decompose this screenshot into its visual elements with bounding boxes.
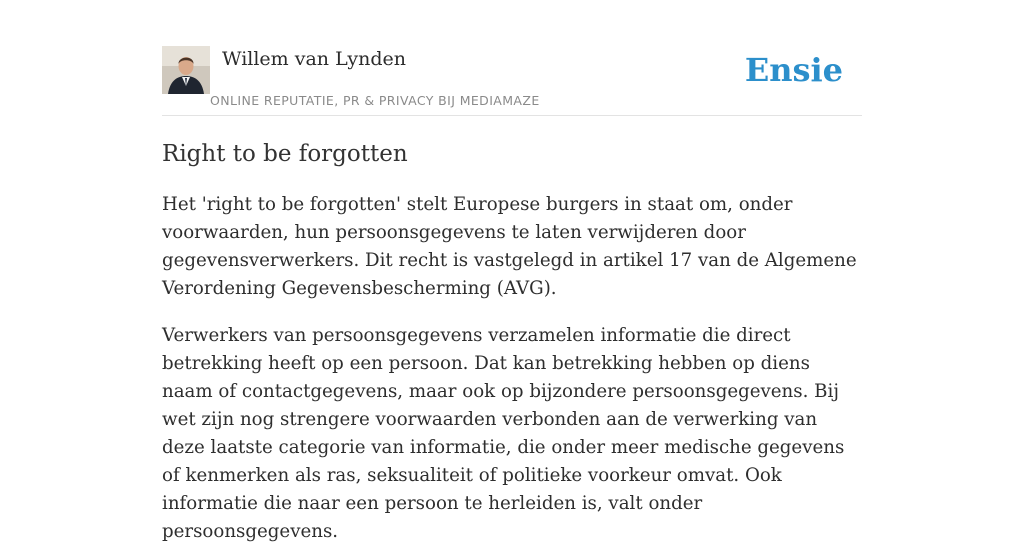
- ensie-logo[interactable]: Ensie: [744, 51, 843, 89]
- author-photo: [162, 46, 210, 94]
- author-tagline: ONLINE REPUTATIE, PR & PRIVACY BIJ MEDIAMAZE: [210, 93, 540, 108]
- author-name[interactable]: Willem van Lynden: [222, 48, 406, 70]
- article-paragraph: Het 'right to be forgotten' stelt Europese burgers in staat om, onder voorwaarden, hun persoonsgegevens te laten verwijderen door gegevensverwerkers. Dit recht is vastgelegd in artikel 17 van de Algemene Verordening Gegevensbescherming (AVG).: [162, 194, 857, 299]
- article-body: [162, 191, 862, 546]
- article: [162, 138, 862, 546]
- article-paragraph: Verwerkers van persoonsgegevens verzamelen informatie die direct betrekking heeft op een persoon. Dat kan betrekking hebben op diens naam of contactgegevens, maar ook op bijzondere persoonsgegevens. Bij wet zijn nog strengere voorwaarden verbonden aan de verwerking van deze laatste categorie van informatie, die onder meer medische gegevens of kenmerken als ras, seksualiteit of politieke voorkeur omvat. Ook informatie die naar een persoon te herleiden is, valt onder persoonsgegevens.: [162, 325, 845, 542]
- author-header: [162, 46, 862, 116]
- author-avatar[interactable]: [162, 46, 210, 94]
- article-title: Right to be forgotten: [162, 141, 408, 167]
